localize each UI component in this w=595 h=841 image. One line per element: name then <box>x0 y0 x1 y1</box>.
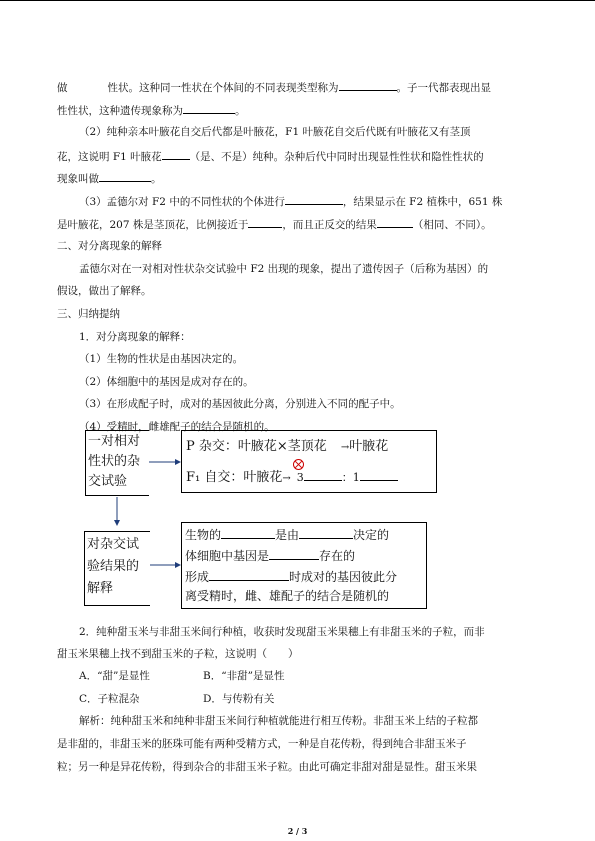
text: 。子一代都表现出显 <box>396 82 491 94</box>
box-text: 对杂交试 <box>87 537 140 552</box>
option-a: A．“甜”是显性 <box>79 670 150 682</box>
question-line: 2．纯种甜玉米与非甜玉米间行种植，收获时发现甜玉米果穗上有非甜玉米的子粒，而非 <box>79 626 485 638</box>
option-d: D．与传粉有关 <box>203 693 275 705</box>
page-number: 2 / 3 <box>287 826 308 836</box>
text: （相同、不同）。 <box>412 219 492 231</box>
text: 3 <box>296 471 304 484</box>
list-item: （2）体细胞中的基因是成对存在的。 <box>79 376 254 388</box>
summary-row: 离受精时，雌、雄配子的结合是随机的 <box>185 589 390 603</box>
list-item: （1）生物的性状是由基因决定的。 <box>79 353 244 365</box>
list-item: （3）在形成配子时，成对的基因彼此分离，分别进入不同的配子中。 <box>79 398 401 410</box>
option-c: C．子粒混杂 <box>79 693 140 705</box>
text: 。 <box>151 173 162 185</box>
paragraph-line: 假设，做出了解释。 <box>57 285 152 297</box>
arrow-icon: → <box>340 442 350 453</box>
analysis-line: 是非甜的，非甜玉米的胚珠可能有两种受精方式，一种是自花传粉，得到纯合非甜玉米子 <box>57 738 467 750</box>
text: 1 <box>352 471 360 484</box>
cross-symbol: × <box>276 439 288 454</box>
text: 是由 <box>275 528 300 542</box>
box-text: 一对相对 <box>88 434 141 449</box>
text: （3）孟德尔对 F2 中的不同性状的个体进行 <box>79 196 285 208</box>
analysis-line: 粒；另一种是异花传粉，得到杂合的非甜玉米子粒。由此可确定非甜对甜是显性。甜玉米果 <box>57 761 477 773</box>
section-heading: 二、对分离现象的解释 <box>57 240 162 252</box>
text: 性状。这种同一性状在个体间的不同表现类型称为 <box>107 82 339 94</box>
text: ，而且正反交的结果 <box>282 219 377 231</box>
arrow-right-head <box>175 459 181 465</box>
box-text: 性状的杂 <box>88 454 141 469</box>
text: （2）纯种亲本叶腋花自交后代都是叶腋花，F1 叶腋花自交后代既有叶腋花又有茎顶 <box>79 126 471 138</box>
option-b: B．“非甜”是显性 <box>203 670 285 682</box>
list-item: 1．对分离现象的解释： <box>79 331 191 343</box>
list-item: （4）受精时，雌雄配子的结合是随机的。 <box>79 421 275 433</box>
text: 叶腋花 <box>349 439 389 454</box>
text: 生物的 <box>185 528 222 542</box>
box-text: 解释 <box>87 581 114 596</box>
arrow-icon: → <box>282 473 291 484</box>
text: P 杂交：叶腋花 <box>186 439 277 454</box>
box-text: 交试验 <box>88 474 128 489</box>
section-heading: 三、归纳提纳 <box>57 308 120 320</box>
arrow-down-head <box>114 520 120 526</box>
analysis-line: 解析：纯种甜玉米和纯种非甜玉米间行种植就能进行相互传粉。非甜玉米上结的子粒都 <box>79 715 478 727</box>
text: （是、不是）纯种。杂种后代中同时出现显性性状和隐性性状的 <box>189 151 484 163</box>
text: ，结果显示在 F2 植株中，651 株 <box>342 196 503 208</box>
text: 决定的 <box>353 528 390 542</box>
text: 。 <box>235 105 246 117</box>
text: 形成 <box>185 570 210 584</box>
text: F₁ 自交：叶腋花 <box>186 470 283 485</box>
box-text: 验结果的 <box>87 559 140 574</box>
text: 时成对的基因彼此分 <box>289 570 398 584</box>
text: 现象叫做 <box>57 173 99 185</box>
text: 是叶腋花，207 株是茎顶花，比例接近于 <box>57 219 249 231</box>
text: 体细胞中基因是 <box>185 549 270 563</box>
text: 做 <box>57 82 68 94</box>
text: 性性状，这种遗传现象称为 <box>57 105 183 117</box>
text: 花，这说明 F1 叶腋花 <box>57 151 162 163</box>
text: ： <box>341 471 353 484</box>
paragraph-line: 孟德尔对在一对相对性状杂交试验中 F2 出现的现象，提出了遗传因子（后称为基因）的 <box>79 263 489 275</box>
text: 茎顶花 <box>287 439 327 454</box>
text: 存在的 <box>319 549 356 563</box>
arrow-right-head-2 <box>175 562 181 568</box>
question-line: 甜玉米果穗上找不到甜玉米的子粒，这说明（ ） <box>57 648 299 660</box>
